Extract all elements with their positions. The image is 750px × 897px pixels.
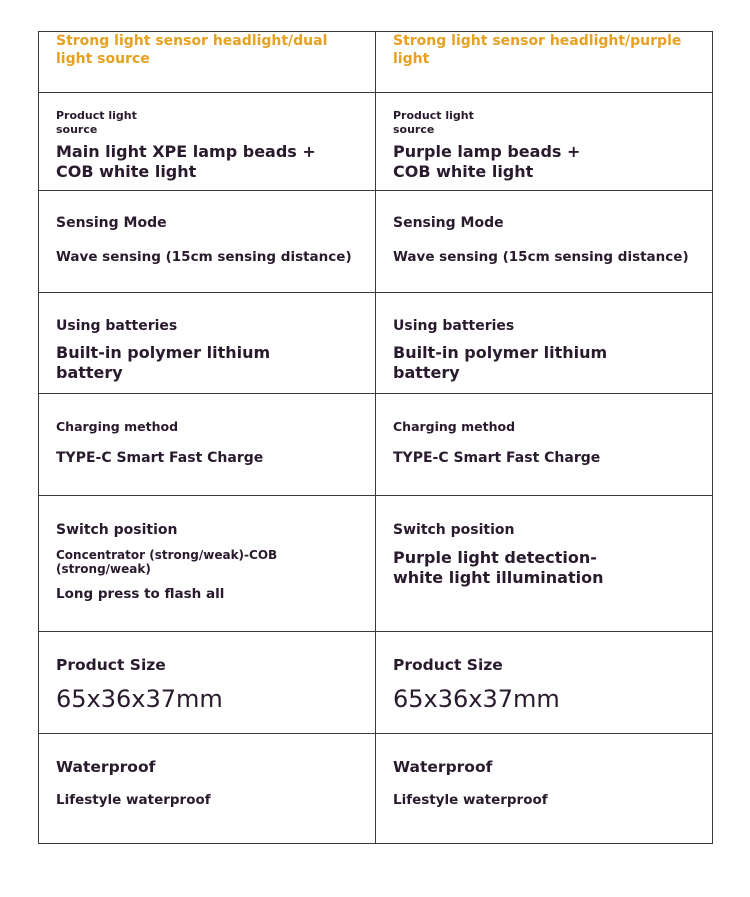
light-source-row [39,93,713,191]
switch-label: Switch position [56,522,178,538]
waterproof-left-value: Lifestyle waterproof [56,792,211,808]
light-source-label: Product light source [56,109,137,136]
charging-right-cell [376,394,713,496]
header-left: Strong light sensor headlight/dual light source [39,32,376,93]
waterproof-row [39,734,713,844]
switch-left-flash: Long press to flash all [56,586,225,602]
charging-left-value: TYPE-C Smart Fast Charge [56,450,264,466]
switch-row [39,496,713,632]
switch-left-cell [39,496,376,632]
size-row [39,632,713,734]
sensing-left-value: Wave sensing (15cm sensing distance) [56,249,352,265]
sensing-right-value: Wave sensing (15cm sensing distance) [393,249,689,265]
size-left-cell [39,632,376,734]
battery-right-value: Built-in polymer lithium battery [393,343,608,382]
light-source-left-value: Main light XPE lamp beads + COB white light [56,142,316,181]
spec-comparison-table [38,31,713,844]
charging-right-value: TYPE-C Smart Fast Charge [393,450,601,466]
battery-label: Using batteries [393,318,515,334]
size-left-value: 65x36x37mm [56,685,223,713]
waterproof-left-cell [39,734,376,844]
battery-right-cell [376,293,713,394]
switch-left-mode: Concentrator (strong/weak)-COB (strong/weak) [56,548,278,576]
light-source-right-value: Purple lamp beads + COB white light [393,142,581,181]
size-label: Product Size [393,656,503,674]
header-right: Strong light sensor headlight/purple light [376,32,713,93]
battery-left-cell [39,293,376,394]
size-right-cell [376,632,713,734]
size-label: Product Size [56,656,166,674]
light-source-label: Product light source [393,109,474,136]
waterproof-label: Waterproof [56,758,156,776]
charging-row [39,394,713,496]
switch-right-value: Purple light detection-white light illumination [393,548,604,587]
charging-label: Charging method [56,419,179,434]
battery-left-value: Built-in polymer lithium battery [56,343,271,382]
switch-right-cell [376,496,713,632]
light-source-right-cell [376,93,713,191]
sensing-label: Sensing Mode [393,215,504,231]
sensing-row [39,191,713,293]
light-source-left-cell [39,93,376,191]
switch-label: Switch position [393,522,515,538]
battery-label: Using batteries [56,318,178,334]
charging-label: Charging method [393,419,516,434]
waterproof-right-value: Lifestyle waterproof [393,792,548,808]
sensing-right-cell [376,191,713,293]
header-row [39,32,713,93]
charging-left-cell [39,394,376,496]
waterproof-label: Waterproof [393,758,493,776]
sensing-label: Sensing Mode [56,215,167,231]
size-right-value: 65x36x37mm [393,685,560,713]
battery-row [39,293,713,394]
waterproof-right-cell [376,734,713,844]
sensing-left-cell [39,191,376,293]
